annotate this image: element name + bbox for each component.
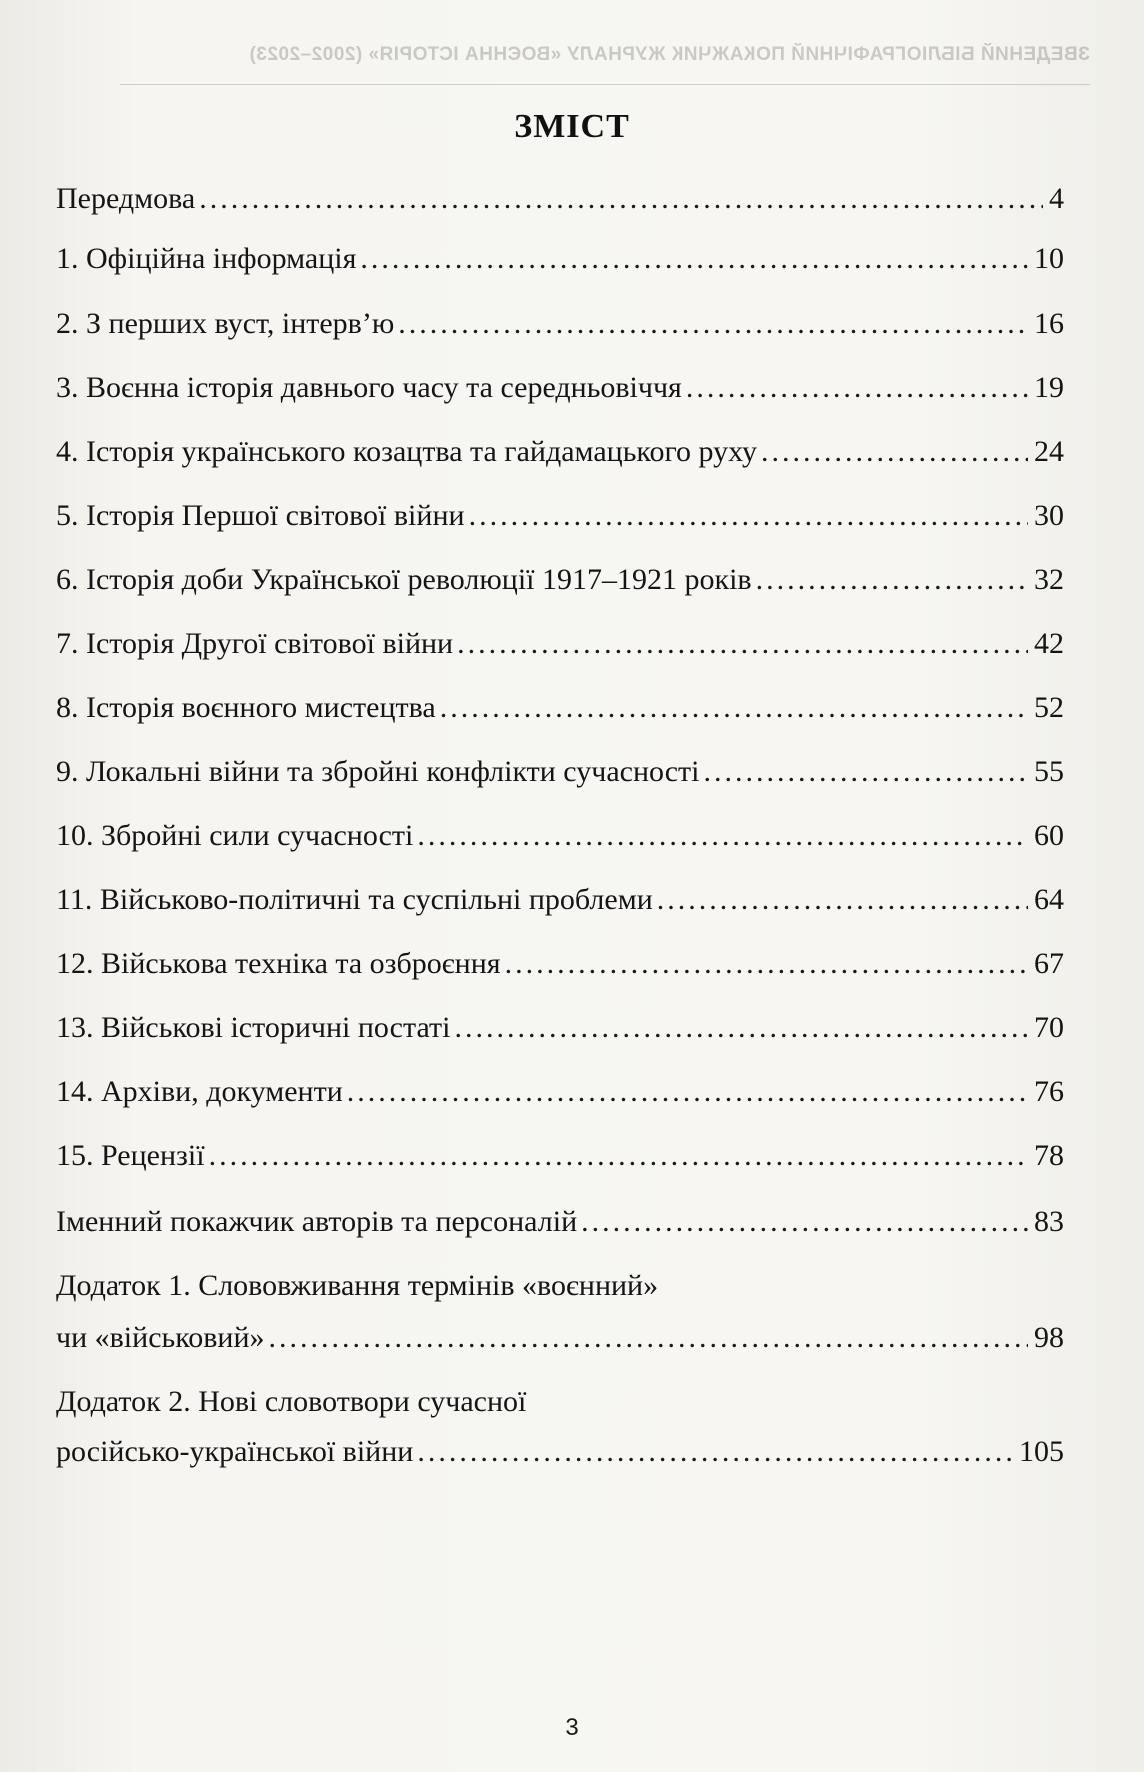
toc-entry-appendix-2-line-2[interactable] — [56, 1432, 1064, 1472]
page-number: 3 — [565, 1714, 579, 1741]
toc-entry-appendix-1-line-1[interactable] — [56, 1266, 1064, 1306]
dot-leader — [657, 880, 1028, 920]
toc-entry-title: 12. Військова техніка та озброєння — [56, 947, 501, 980]
dot-leader — [704, 752, 1028, 792]
toc-entry-title: 7. Історія Другої світової війни — [56, 627, 454, 660]
dot-leader — [269, 1318, 1028, 1358]
toc-entry-title: 3. Воєнна історія давнього часу та середньовіччя — [56, 371, 682, 404]
toc-entry-appendix-2-line-1[interactable] — [56, 1382, 1064, 1422]
toc-entry-title: 5. Історія Першої світової війни — [56, 499, 465, 532]
toc-entry-reviews[interactable] — [56, 1136, 1064, 1176]
toc-entry-title: 11. Військово-політичні та суспільні проблеми — [56, 883, 653, 916]
toc-entry-page: 10 — [1034, 242, 1064, 275]
toc-entry-ww1[interactable] — [56, 496, 1064, 536]
toc-entry-page: 30 — [1034, 499, 1064, 532]
toc-entry-title: 1. Офіційна інформація — [56, 242, 357, 275]
toc-entry-political-problems[interactable] — [56, 880, 1064, 920]
toc-entry-page: 19 — [1034, 371, 1064, 404]
toc-entry-title: 8. Історія воєнного мистецтва — [56, 691, 436, 724]
dot-leader — [209, 1136, 1028, 1176]
toc-entry-equipment[interactable] — [56, 944, 1064, 984]
dot-leader — [454, 1008, 1028, 1048]
dot-leader — [199, 179, 1043, 219]
toc-entry-page: 55 — [1034, 755, 1064, 788]
toc-entry-title: чи «військовий» — [56, 1321, 265, 1354]
toc-entry-official-info[interactable] — [56, 239, 1064, 279]
dot-leader — [457, 624, 1028, 664]
toc-entry-title: 10. Збройні сили сучасності — [56, 819, 414, 852]
toc-entry-page: 52 — [1034, 691, 1064, 724]
toc-entry-archives[interactable] — [56, 1072, 1064, 1112]
dot-leader — [360, 239, 1028, 279]
dot-leader — [686, 368, 1028, 408]
toc-entry-title: Додаток 2. Нові словотвори сучасної — [56, 1385, 527, 1418]
header-rule — [120, 84, 1090, 85]
toc-entry-page: 60 — [1034, 819, 1064, 852]
page-title: ЗМІСТ — [514, 108, 630, 145]
toc-entry-title: 9. Локальні війни та збройні конфлікти сучасності — [56, 755, 700, 788]
toc-entry-armed-forces[interactable] — [56, 816, 1064, 856]
toc-entry-page: 16 — [1034, 307, 1064, 340]
dot-leader — [417, 1432, 1013, 1472]
toc-entry-page: 67 — [1034, 947, 1064, 980]
toc-entry-title: 15. Рецензії — [56, 1139, 205, 1172]
toc-entry-title: 6. Історія доби Української революції 1917–1921 років — [56, 563, 752, 596]
toc-entry-title: Передмова — [56, 182, 196, 215]
toc-entry-title: 13. Військові історичні постаті — [56, 1011, 451, 1044]
toc-entry-page: 24 — [1034, 435, 1064, 468]
toc-entry-revolution[interactable] — [56, 560, 1064, 600]
toc-entry-page: 70 — [1034, 1011, 1064, 1044]
toc-entry-ww2[interactable] — [56, 624, 1064, 664]
toc-entry-page: 32 — [1034, 563, 1064, 596]
toc-entry-military-art[interactable] — [56, 688, 1064, 728]
toc-entry-title: 4. Історія українського козацтва та гайдамацького руху — [56, 435, 757, 468]
dot-leader — [398, 304, 1028, 344]
toc-entry-page: 78 — [1034, 1139, 1064, 1172]
toc-entry-page: 64 — [1034, 883, 1064, 916]
toc-entry-figures[interactable] — [56, 1008, 1064, 1048]
toc-entry-appendix-1-line-2[interactable] — [56, 1318, 1064, 1358]
dot-leader — [505, 944, 1028, 984]
dot-leader — [581, 1202, 1028, 1242]
toc-entry-title: Додаток 1. Слововживання термінів «воєнний» — [56, 1269, 659, 1302]
toc-entry-foreword[interactable] — [56, 179, 1064, 219]
toc-entry-name-index[interactable] — [56, 1202, 1064, 1242]
toc-entry-cossacks[interactable] — [56, 432, 1064, 472]
dot-leader — [347, 1072, 1028, 1112]
dot-leader — [417, 816, 1028, 856]
toc-entry-page: 83 — [1034, 1205, 1064, 1238]
toc-entry-title: 14. Архіви, документи — [56, 1075, 343, 1108]
toc-entry-page: 105 — [1019, 1435, 1064, 1468]
dot-leader — [756, 560, 1028, 600]
toc-entry-title: 2. З перших вуст, інтерв’ю — [56, 307, 395, 340]
toc-entry-title: Іменний покажчик авторів та персоналій — [56, 1205, 578, 1238]
running-header: ЗВЕДЕНИЙ БІБЛІОГРАФІЧНИЙ ПОКАЖЧИК ЖУРНАЛУ «ВОЄННА ІСТОРІЯ» (2002–2023) — [249, 44, 1090, 65]
toc-entry-interviews[interactable] — [56, 304, 1064, 344]
toc-entry-page: 98 — [1034, 1321, 1064, 1354]
toc-entry-title: російсько-української війни — [56, 1435, 414, 1468]
toc-entry-ancient-medieval[interactable] — [56, 368, 1064, 408]
toc-entry-page: 4 — [1049, 182, 1064, 215]
toc-entry-page: 42 — [1034, 627, 1064, 660]
dot-leader — [761, 432, 1028, 472]
toc-entry-local-wars[interactable] — [56, 752, 1064, 792]
toc-entry-page: 76 — [1034, 1075, 1064, 1108]
dot-leader — [469, 496, 1028, 536]
dot-leader — [440, 688, 1028, 728]
